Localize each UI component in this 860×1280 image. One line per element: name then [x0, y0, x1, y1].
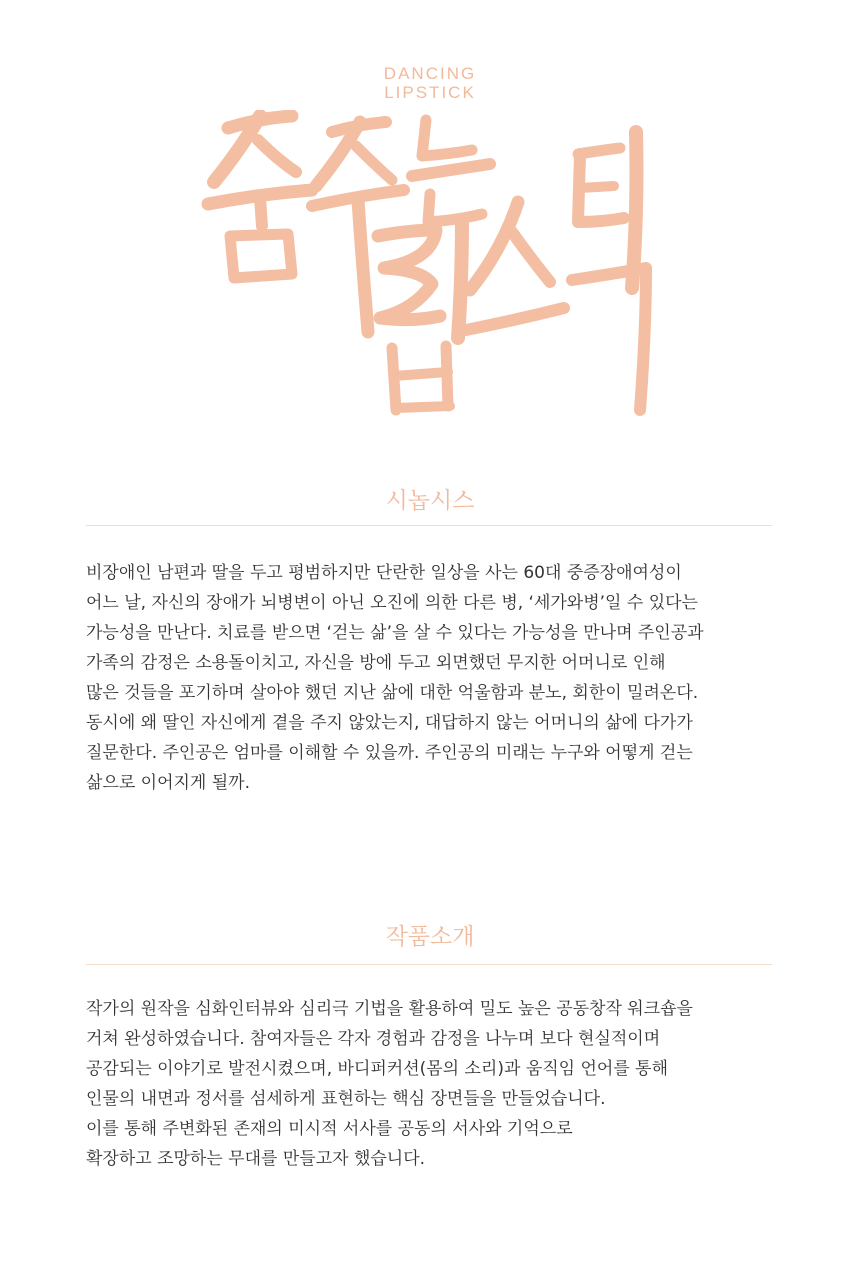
introduction-heading: 작품소개: [385, 924, 475, 950]
logo-english-line-1: DANCING: [383, 64, 477, 83]
introduction-line: 이를 통해 주변화된 존재의 미시적 서사를 공동의 서사와 기억으로: [86, 1119, 573, 1139]
logo-english-line-2: LIPSTICK: [384, 83, 476, 102]
synopsis-line: 가능성을 만난다. 치료를 받으면 ‘걷는 삶’을 살 수 있다는 가능성을 만나며 주인공과: [86, 623, 704, 643]
introduction-line: 거쳐 완성하였습니다. 참여자들은 각자 경험과 감정을 나누며 보다 현실적이며: [86, 1029, 661, 1049]
synopsis-divider: [86, 525, 772, 526]
introduction-line: 공감되는 이야기로 발전시켰으며, 바디퍼커션(몸의 소리)과 움직임 언어를 통해: [86, 1059, 668, 1079]
synopsis-line: 동시에 왜 딸인 자신에게 곁을 주지 않았는지, 대답하지 않는 어머니의 삶에 다가가: [86, 713, 693, 733]
introduction-divider: [86, 964, 772, 965]
introduction-line: 인물의 내면과 정서를 섬세하게 표현하는 핵심 장면들을 만들었습니다.: [86, 1089, 606, 1109]
introduction-text: [86, 994, 786, 1174]
synopsis-line: 비장애인 남편과 딸을 두고 평범하지만 단란한 일상을 사는 60대 중증장애여성이: [86, 563, 682, 583]
synopsis-heading: 시놉시스: [385, 488, 475, 514]
synopsis-line: 질문한다. 주인공은 엄마를 이해할 수 있을까. 주인공의 미래는 누구와 어떻게 걷는: [86, 743, 693, 763]
synopsis-line: 많은 것들을 포기하며 살아야 했던 지난 삶에 대한 억울함과 분노, 회한이 밀려온다.: [86, 683, 699, 703]
synopsis-line: 어느 날, 자신의 장애가 뇌병변이 아닌 오진에 의한 다른 병, ‘세가와병’일 수 있다는: [86, 593, 698, 613]
introduction-line: 확장하고 조망하는 무대를 만들고자 했습니다.: [86, 1149, 426, 1169]
logo-english-title: [0, 64, 860, 102]
brush-title-graphic: [200, 110, 660, 430]
synopsis-line: 가족의 감정은 소용돌이치고, 자신을 방에 두고 외면했던 무지한 어머니로 인해: [86, 653, 666, 673]
introduction-line: 작가의 원작을 심화인터뷰와 심리극 기법을 활용하여 밀도 높은 공동창작 워크숍을: [86, 999, 693, 1019]
synopsis-text: [86, 558, 786, 798]
synopsis-line: 삶으로 이어지게 될까.: [86, 773, 251, 793]
logo-korean-calligraphy: [200, 110, 660, 430]
